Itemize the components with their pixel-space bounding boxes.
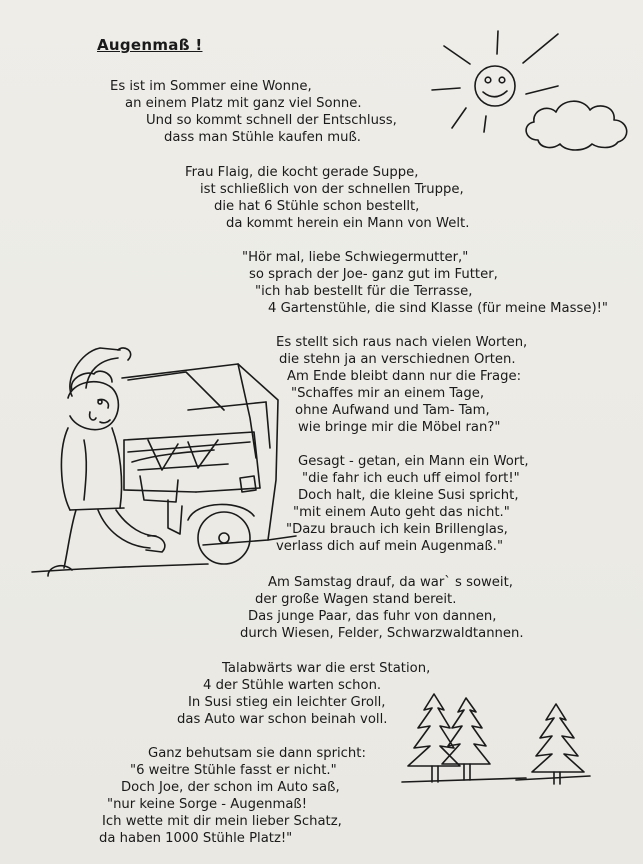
verse-line: "nur keine Sorge - Augenmaß! [107, 797, 308, 812]
verse-line: Talabwärts war die erst Station, [222, 661, 431, 676]
verse-line: wie bringe mir die Möbel ran?" [298, 420, 501, 435]
verse-line: dass man Stühle kaufen muß. [164, 130, 361, 145]
verse-line: Und so kommt schnell der Entschluss, [146, 113, 397, 128]
verse-line: so sprach der Joe- ganz gut im Futter, [249, 267, 498, 282]
verse-line: Frau Flaig, die kocht gerade Suppe, [185, 165, 419, 180]
verse-line: an einem Platz mit ganz viel Sonne. [125, 96, 362, 111]
verse-line: In Susi stieg ein leichter Groll, [188, 695, 386, 710]
fir-trees-icon [396, 686, 592, 786]
verse-line: Am Ende bleibt dann nur die Frage: [287, 369, 522, 384]
verse-line: Am Samstag drauf, da war` s soweit, [268, 575, 513, 590]
verse-line: ohne Aufwand und Tam- Tam, [295, 403, 490, 418]
verse-line: "mit einem Auto geht das nicht." [293, 505, 510, 520]
verse-line: Gesagt - getan, ein Mann ein Wort, [298, 454, 529, 469]
verse-line: Doch Joe, der schon im Auto saß, [121, 780, 340, 795]
verse-line: die stehn ja an verschiednen Orten. [279, 352, 516, 367]
verse-line: Ganz behutsam sie dann spricht: [148, 746, 366, 761]
verse-line: "Schaffes mir an einem Tage, [291, 386, 485, 401]
verse-line: durch Wiesen, Felder, Schwarzwaldtannen. [240, 626, 524, 641]
poem-title: Augenmaß ! [97, 36, 203, 54]
verse-line: "Hör mal, liebe Schwiegermutter," [242, 250, 469, 265]
verse-line: Ich wette mit dir mein lieber Schatz, [102, 814, 342, 829]
verse-line: "6 weitre Stühle fasst er nicht." [130, 763, 337, 778]
verse-line: da haben 1000 Stühle Platz!" [99, 831, 293, 846]
verse-line: Doch halt, die kleine Susi spricht, [298, 488, 519, 503]
verse-line: da kommt herein ein Mann von Welt. [226, 216, 470, 231]
cloud-icon [518, 94, 636, 154]
verse-line: 4 der Stühle warten schon. [203, 678, 382, 693]
verse-line: Es stellt sich raus nach vielen Worten, [276, 335, 528, 350]
man-loading-car-icon [28, 340, 300, 590]
verse-line: 4 Gartenstühle, die sind Klasse (für meine Masse)!" [268, 301, 608, 316]
verse-line: "die fahr ich euch uff eimol fort!" [302, 471, 520, 486]
verse-line: verlass dich auf mein Augenmaß." [276, 539, 504, 554]
verse-line: Es ist im Sommer eine Wonne, [110, 79, 312, 94]
verse-line: Das junge Paar, das fuhr von dannen, [248, 609, 497, 624]
verse-line: der große Wagen stand bereit. [255, 592, 457, 607]
verse-line: das Auto war schon beinah voll. [177, 712, 388, 727]
verse-line: ist schließlich von der schnellen Truppe, [200, 182, 464, 197]
verse-line: die hat 6 Stühle schon bestellt, [214, 199, 420, 214]
verse-line: "ich hab bestellt für die Terrasse, [255, 284, 473, 299]
verse-line: "Dazu brauch ich kein Brillenglas, [286, 522, 508, 537]
